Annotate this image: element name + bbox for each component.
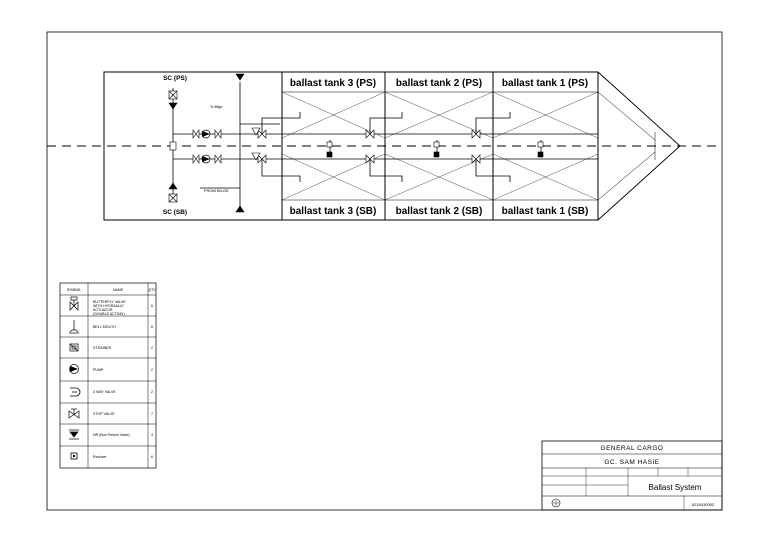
tank-3-sb-label: ballast tank 3 (SB)	[289, 206, 377, 217]
pumps	[193, 130, 221, 163]
tank-2-sb-label: ballast tank 2 (SB)	[395, 206, 483, 217]
tank-1-ps-label: ballast tank 1 (PS)	[501, 78, 589, 89]
pump-icon	[70, 365, 79, 374]
legend-header-name: NAME	[112, 288, 124, 292]
to-bilge-label: To Bilge	[210, 105, 223, 109]
ship-name: GC. SAM HASIE	[604, 459, 660, 466]
legend-header-symbol: SYMBOL	[66, 288, 82, 292]
legend-qty-3: 2	[151, 346, 153, 350]
line-valves	[252, 128, 543, 163]
legend-name-3: STRAINER	[93, 346, 112, 350]
from-bilge-label: FROM BILGE	[204, 188, 229, 193]
legend-qty-8: 6	[151, 455, 153, 459]
legend-name-1: BUTTERFLY VALVE WITH HYDRAULIC ACTUATOR (DOUBLE ACTING)	[93, 300, 126, 316]
legend-name-7: NR (Non Return Valve)	[93, 433, 130, 437]
bell-mouth-icon	[69, 320, 79, 333]
drawing-number: 0215030052	[691, 502, 715, 507]
legend-name-8: Reducer	[93, 455, 107, 459]
strainer-icon	[70, 344, 78, 351]
reducer-icon	[71, 453, 77, 459]
drawing-title: Ballast System	[648, 483, 702, 492]
legend-qty-1: 6	[151, 304, 153, 308]
sea-chest-ps-label: SC (PS)	[163, 75, 187, 82]
legend-name-4: PUMP	[93, 368, 104, 372]
butterfly-valve-icon	[70, 297, 78, 310]
legend-header-qty: QTY	[148, 288, 156, 292]
ship-type: GENERAL CARGO	[600, 445, 664, 452]
legend-name-2: BELL MOUTH	[93, 325, 116, 329]
non-return-valve-icon	[69, 430, 79, 439]
legend-qty-6: 7	[151, 412, 153, 416]
legend-qty-4: 2	[151, 368, 153, 372]
legend-qty-5: 2	[151, 390, 153, 394]
three-way-valve-icon	[70, 388, 80, 396]
tank-2-ps-label: ballast tank 2 (PS)	[395, 78, 483, 89]
tank-1-sb-label: ballast tank 1 (SB)	[501, 206, 589, 217]
legend-name-5: 3 WAY VALVE	[93, 390, 116, 394]
sea-chest-sb-label: SC (SB)	[162, 209, 188, 216]
tank-3-ps-label: ballast tank 3 (PS)	[289, 78, 377, 89]
stop-valve-icon	[69, 409, 79, 418]
legend-qty-2: 6	[151, 325, 153, 329]
legend-qty-7: 4	[151, 433, 153, 437]
legend-name-6: STOP VALVE	[93, 412, 115, 416]
